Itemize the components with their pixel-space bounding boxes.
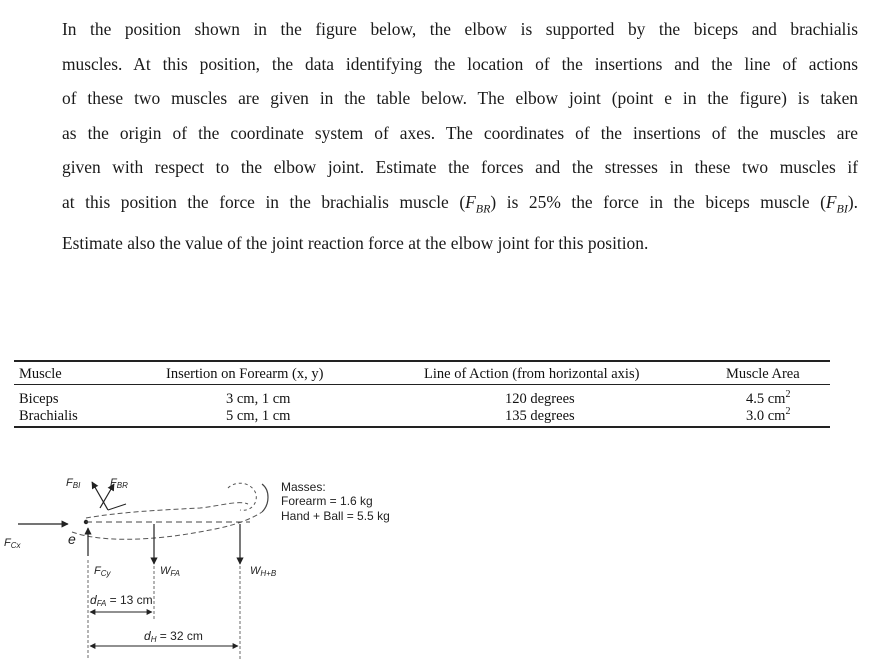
forearm-outline-bottom [72,512,262,539]
problem-line-6 [62,185,858,226]
label-dfa: dFA = 13 cm [90,593,153,608]
line6-after: ). [847,191,858,212]
header-line-of-action: Line of Action (from horizontal axis) [424,366,640,382]
problem-line-5: given with respect to the elbow joint. Estimate the forces and the stresses in these two muscles if [62,157,858,178]
header-muscle: Muscle [19,366,62,382]
problem-line-2: muscles. At this position, the data identifying the location of the insertions and the line of actions [62,53,858,74]
problem-line-1: In the position shown in the figure below, the elbow is supported by the biceps and brachialis [62,19,858,39]
muscle-data-table [14,360,830,430]
fbr-symbol: F [465,191,476,212]
fbi-subscript: BI [836,201,848,216]
label-dh: dH = 32 cm [144,629,203,644]
label-fcy: FCy [94,565,111,578]
biceps-area-value: 4.5 cm [746,391,786,407]
brachialis-area-value: 3.0 cm [746,408,786,424]
ball-outline [262,484,268,512]
problem-line-4: as the origin of the coordinate system of axes. The coordinates of the insertions of the muscles are [62,122,858,143]
masses-hand-ball: Hand + Ball = 5.5 kg [281,509,390,523]
fbr-subscript: BR [475,201,491,216]
table-top-rule [14,360,830,362]
problem-statement [62,12,858,261]
row-brachialis-area [746,408,790,424]
problem-line-3: of these two muscles are given in the table below. The elbow joint (point e in the figure) is taken [62,88,858,109]
table-bottom-rule [14,426,830,428]
fbi-line [108,504,126,510]
label-whb: WH+B [250,565,277,578]
masses-title: Masses: [281,480,326,494]
problem-line-7: Estimate also the value of the joint reaction force at the elbow joint for this position. [62,233,649,254]
free-body-diagram [0,460,440,665]
row-brachialis-muscle: Brachialis [19,408,78,424]
row-biceps-line-of-action: 120 degrees [505,391,575,407]
row-biceps-area [746,391,790,407]
label-fcx: FCx [4,537,21,550]
fbi-arrow [92,482,108,510]
biceps-area-exponent: 2 [785,389,791,400]
row-biceps-muscle: Biceps [19,391,59,407]
brachialis-area-exponent: 2 [785,406,791,417]
label-fbr: FBR [110,477,128,490]
table-header-rule [14,384,830,385]
masses-forearm: Forearm = 1.6 kg [281,494,373,508]
header-muscle-area: Muscle Area [726,366,800,382]
row-brachialis-insertion: 5 cm, 1 cm [226,408,291,424]
row-biceps-insertion: 3 cm, 1 cm [226,391,291,407]
line6-before: at this position the force in the brachialis muscle ( [62,191,466,212]
forearm-outline-top [86,503,248,518]
header-insertion: Insertion on Forearm (x, y) [166,366,324,382]
label-wfa: WFA [160,565,181,578]
hand-outline [228,483,256,510]
label-elbow: e [68,531,76,547]
fbi-symbol: F [825,191,837,212]
row-brachialis-line-of-action: 135 degrees [505,408,575,424]
line6-middle: ) is 25% the force in the biceps muscle ( [490,191,826,212]
label-fbi: FBI [66,477,81,490]
